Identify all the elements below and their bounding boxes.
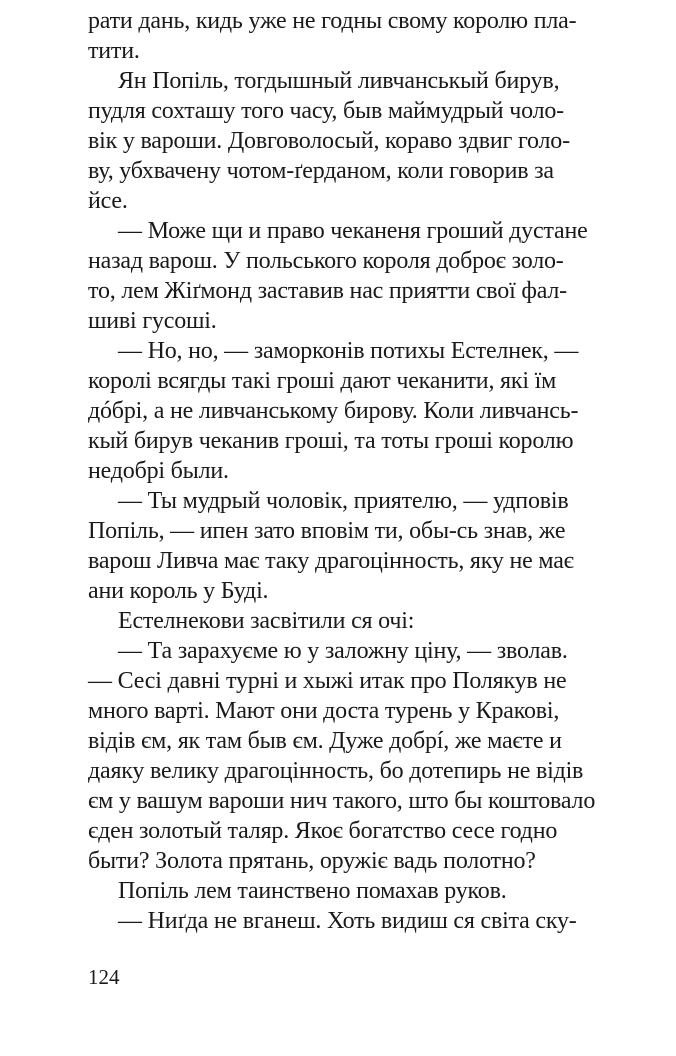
text-line: єм у вашум вароши нич такого, што бы коштовало [88, 788, 596, 814]
text-line: Попіль, — ипен зато вповім ти, обы-сь знав, же [88, 518, 566, 544]
text-line: тити. [88, 38, 140, 64]
text-line: відів єм, як там быв єм. Дуже добрí, же маєте и [88, 728, 562, 754]
text-line: дóбрі, а не ливчанському бирову. Коли ливчансь- [88, 398, 579, 424]
text-line: рати дань, кидь уже не годны свому королю пла- [88, 8, 577, 34]
text-line: Попіль лем таинствено помахав руков. [118, 878, 507, 904]
text-line: Ян Попіль, тогдышный ливчанськый бирув, [118, 68, 560, 94]
text-line: ани король у Буді. [88, 578, 269, 604]
text-line: йсе. [88, 188, 128, 214]
text-line: королі всягды такі гроші дают чеканити, які їм [88, 368, 557, 394]
page-number: 124 [88, 965, 120, 989]
text-line: — Но, но, — заморконів потихы Естелнек, — [118, 338, 579, 364]
text-line: то, лем Жіґмонд заставив нас приятти свої фал- [88, 278, 567, 304]
text-line: вік у вароши. Довговолосый, кораво здвиг голо- [88, 128, 570, 154]
text-line: Естелнекови засвітили ся очі: [118, 608, 415, 634]
text-line: назад варош. У польського короля доброє золо- [88, 248, 564, 274]
text-line: — Може щи и право чеканеня гроший дустане [118, 218, 588, 244]
text-line: варош Ливча має таку драгоцінность, яку не має [88, 548, 574, 574]
text-line: недобрі были. [88, 458, 229, 484]
text-line: — Сесі давні турні и хыжі итак про Полякув не [88, 668, 567, 694]
text-line: шиві гусоші. [88, 308, 217, 334]
text-line: много варті. Мают они доста турень у Кракові, [88, 698, 560, 724]
text-line: быти? Золота прятань, оружіє вадь полотно? [88, 848, 536, 874]
text-line: — Та зарахуєме ю у заложну ціну, — зволав. [118, 638, 568, 664]
text-line: даяку велику драгоцінность, бо дотепирь не відів [88, 758, 584, 784]
text-line: кый бирув чеканив гроші, та тоты гроші королю [88, 428, 574, 454]
text-line: пудля сохташу того часу, быв маймудрый чоло- [88, 98, 564, 124]
text-line: єден золотый таляр. Якоє богатство сесе годно [88, 818, 558, 844]
text-line: ву, убхваченy чотом-ґерданом, коли говорив за [88, 158, 554, 184]
text-line: — Ниґда не вганеш. Хоть видиш ся світа ску- [118, 908, 577, 934]
text-line: — Ты мудрый чоловік, приятелю, — удповів [118, 488, 569, 514]
